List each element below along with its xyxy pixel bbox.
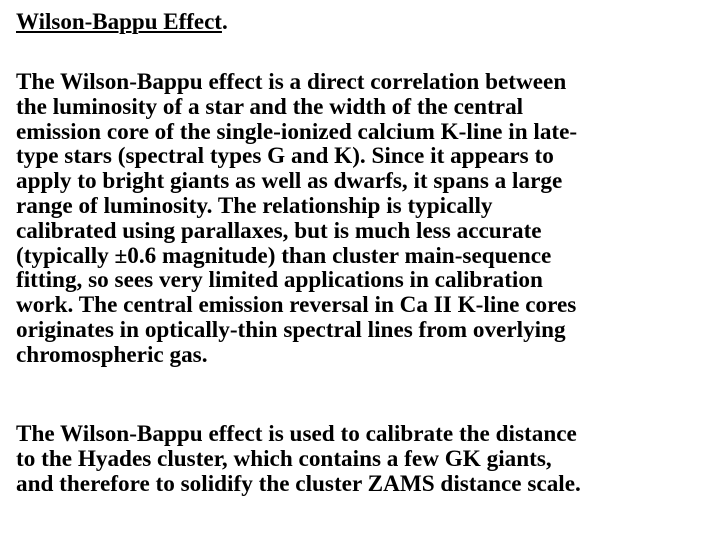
page-title-text: Wilson-Bappu Effect (16, 9, 222, 34)
text-line: to the Hyades cluster, which contains a few GK giants, (16, 445, 552, 472)
text-line: calibrated using parallaxes, but is much less accurate (16, 217, 542, 244)
text-line: range of luminosity. The relationship is typically (16, 192, 493, 219)
text-line: chromospheric gas. (16, 341, 208, 368)
text-line: originates in optically-thin spectral lines from overlying (16, 316, 566, 343)
document-page (16, 8, 706, 497)
text-line: type stars (spectral types G and K). Since it appears to (16, 143, 554, 170)
text-line: The Wilson-Bappu effect is a direct correlation between (16, 69, 567, 95)
text-line: and therefore to solidify the cluster ZAMS distance scale. (16, 470, 581, 497)
paragraph-usage (16, 422, 581, 496)
text-line: the luminosity of a star and the width of the central (16, 93, 524, 120)
text-line: The Wilson-Bappu effect is used to calibrate the distance (16, 421, 577, 447)
paragraph-definition (16, 70, 577, 368)
text-line: fitting, so sees very limited applications in calibration (16, 267, 543, 294)
text-line: apply to bright giants as well as dwarfs, it spans a large (16, 168, 563, 195)
text-line: emission core of the single-ionized calcium K-line in late- (16, 118, 578, 145)
page-title-period: . (221, 9, 228, 34)
text-line: work. The central emission reversal in Ca II K-line cores (16, 292, 577, 319)
page-title (16, 8, 706, 36)
text-line: (typically ±0.6 magnitude) than cluster main-sequence (16, 242, 552, 269)
